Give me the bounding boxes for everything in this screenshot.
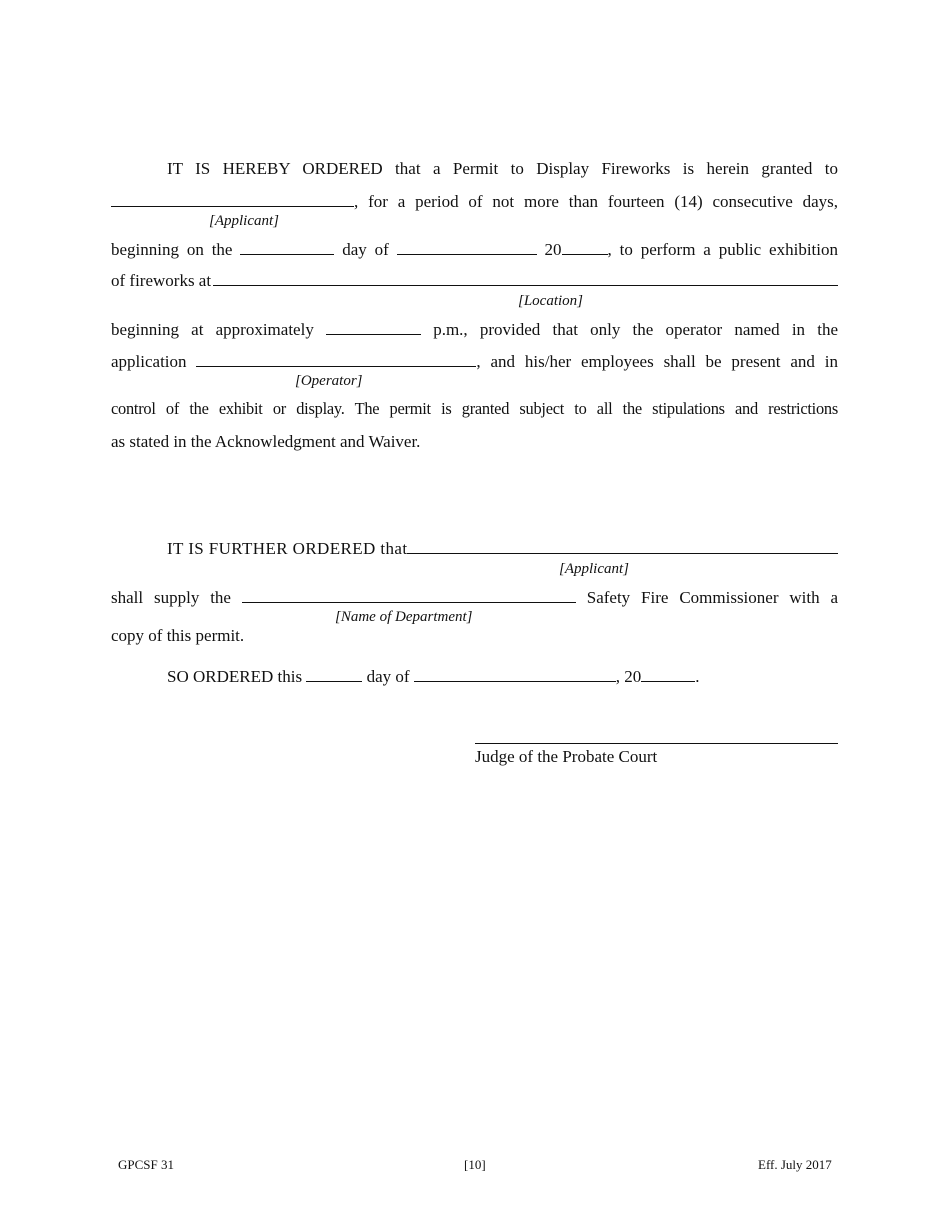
order2-line2-a: shall supply the [111, 588, 231, 607]
applicant-blank[interactable] [111, 189, 354, 207]
order-year-blank[interactable] [641, 664, 695, 682]
order1-line3-a: beginning on the [111, 240, 233, 259]
order1-line2-text: , for a period of not more than fourteen (14) consecutive days, [354, 192, 838, 211]
time-blank[interactable] [326, 317, 421, 335]
order1-line2 [111, 189, 838, 213]
so-ordered-b: day of [366, 667, 410, 686]
order1-line1: IT IS HEREBY ORDERED that a Permit to Display Fireworks is herein granted to [167, 159, 838, 178]
signature-line[interactable] [475, 743, 838, 744]
order1-line3 [111, 237, 838, 261]
operator-blank[interactable] [196, 349, 476, 367]
caption-applicant-1: [Applicant] [209, 213, 279, 229]
order2-line2-b: Safety Fire Commissioner with a [586, 588, 839, 607]
so-ordered-a: SO ORDERED this [167, 667, 303, 686]
begin-year-blank[interactable] [562, 237, 608, 255]
caption-applicant-2: [Applicant] [559, 561, 629, 577]
footer-form-number: GPCSF 31 [118, 1157, 174, 1172]
footer-page-number: [10] [464, 1157, 486, 1172]
order1-line5-b: p.m., provided that only the operator named in the [433, 320, 839, 339]
footer-effective-date: Eff. July 2017 [758, 1157, 832, 1172]
location-blank[interactable] [213, 268, 838, 286]
so-ordered-d: . [695, 667, 700, 686]
order1-line5-a: beginning at approximately [111, 320, 314, 339]
order1-line3-c: 20 [544, 240, 562, 259]
order1-line7: control of the exhibit or display. The permit is granted subject to all the stipulations and restrictions [111, 399, 838, 418]
order2-line3: copy of this permit. [111, 626, 245, 645]
order1-line4 [111, 268, 838, 292]
caption-operator: [Operator] [295, 373, 363, 389]
order2-line1-text: IT IS FURTHER ORDERED that [167, 539, 408, 558]
order1-line8: as stated in the Acknowledgment and Waiver. [111, 432, 421, 451]
caption-department: [Name of Department] [335, 609, 473, 625]
department-blank[interactable] [242, 585, 576, 603]
order2-line2 [111, 585, 838, 609]
order-day-blank[interactable] [306, 664, 362, 682]
order-month-blank[interactable] [414, 664, 616, 682]
order1-line3-d: , to perform a public exhibition [607, 240, 838, 259]
order1-line5 [111, 317, 838, 341]
applicant-blank-2[interactable] [407, 536, 838, 554]
order1-line3-b: day of [342, 240, 389, 259]
order1-line4-a: of fireworks at [111, 271, 212, 290]
order1-line6-b: , and his/her employees shall be present and in [476, 352, 838, 371]
caption-location: [Location] [518, 293, 584, 309]
so-ordered-c: , 20 [615, 667, 642, 686]
signature-title: Judge of the Probate Court [475, 747, 658, 766]
begin-day-blank[interactable] [240, 237, 334, 255]
so-ordered-line [167, 664, 838, 688]
begin-month-blank[interactable] [397, 237, 537, 255]
order1-line6 [111, 349, 838, 373]
order1-line6-a: application [111, 352, 187, 371]
order2-line1 [167, 536, 838, 560]
